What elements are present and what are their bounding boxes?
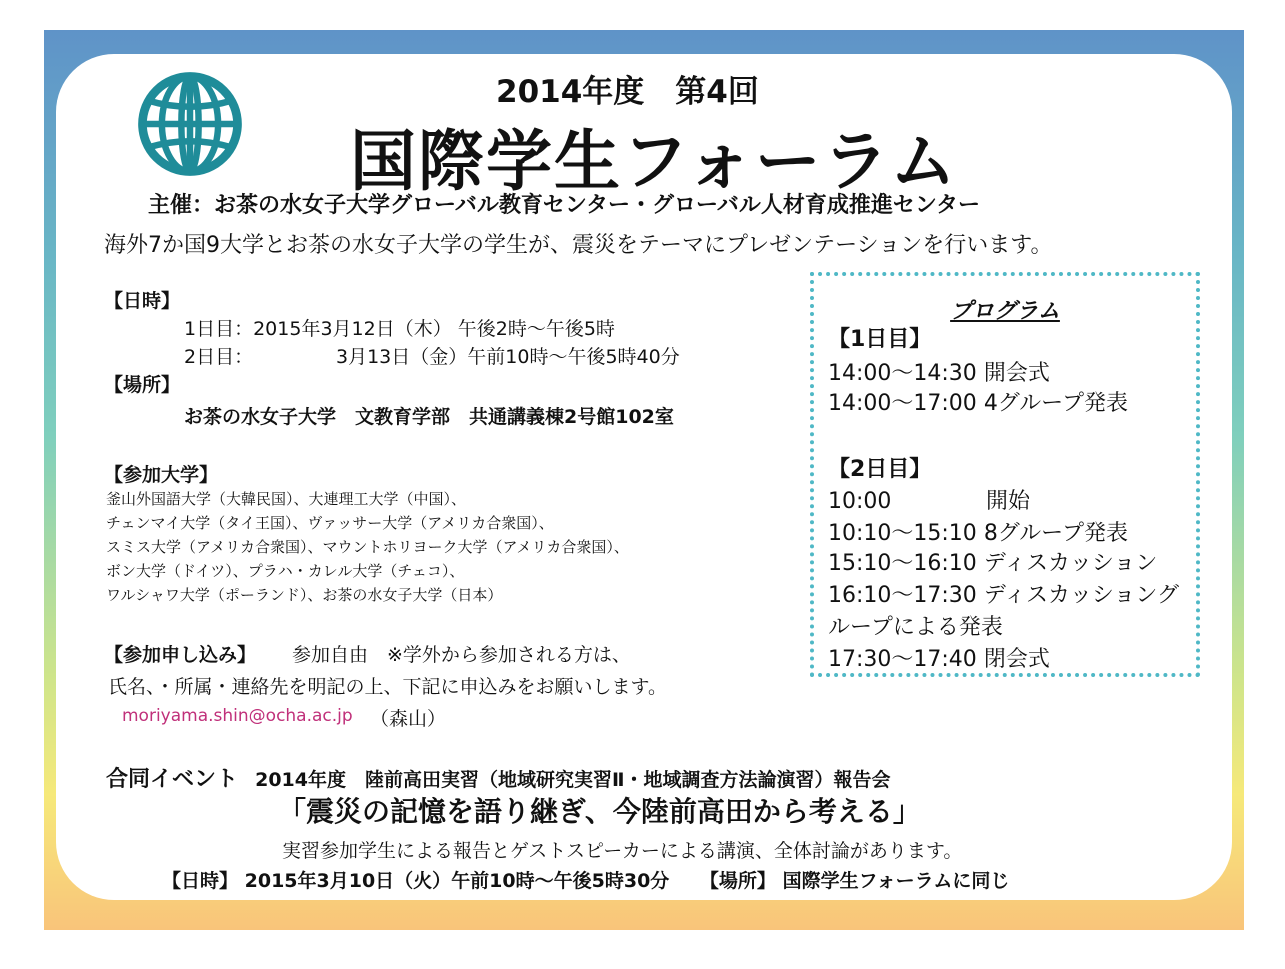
application-instructions: 氏名、・所属・連絡先を明記の上、下記に申込みをお願いします。 xyxy=(108,676,667,698)
university-line: チェンマイ大学（タイ王国）、ヴァッサー大学（アメリカ合衆国）、 xyxy=(106,514,554,532)
edition-title: 2014年度 第4回 xyxy=(496,74,759,110)
joint-event-info xyxy=(162,866,1009,893)
program-item xyxy=(828,386,1128,417)
program-item xyxy=(828,516,1128,547)
program-item-time: 14:00～17:00 xyxy=(828,391,977,416)
university-line: 釜山外国語大学（大韓民国）、大連理工大学（中国）、 xyxy=(106,490,467,508)
joint-event-header xyxy=(106,762,891,793)
day2-schedule: 3月13日（金）午前10時～午後5時40分 xyxy=(336,346,680,368)
program-item-time: 16:10～17:30 xyxy=(828,583,977,608)
venue-text: お茶の水女子大学 文教育学部 共通講義棟2号館102室 xyxy=(184,406,674,428)
venue-heading: 【場所】 xyxy=(104,374,181,396)
university-line: ワルシャワ大学（ポーランド）、お茶の水女子大学（日本） xyxy=(106,586,503,604)
program-item xyxy=(828,546,1157,577)
program-box xyxy=(810,272,1200,677)
joint-event-description: 実習参加学生による報告とゲストスピーカーによる講演、全体討論があります。 xyxy=(282,840,963,862)
application-heading: 【参加申し込み】 xyxy=(104,644,257,666)
program-item-label: 8グループ発表 xyxy=(983,521,1129,546)
main-title: 国際学生フォーラム xyxy=(350,123,959,200)
organizer-line: 主催：お茶の水女子大学グローバル教育センター・グローバル人材育成推進センター xyxy=(148,193,981,218)
program-item-label: ディスカッショング xyxy=(983,583,1179,608)
joint-date-heading: 【日時】 xyxy=(162,870,239,892)
program-day2-heading: 【2日目】 xyxy=(828,457,932,482)
universities-heading: 【参加大学】 xyxy=(104,464,219,486)
day2-label: 2日目： xyxy=(184,346,254,368)
program-item xyxy=(828,610,1003,641)
joint-venue: 国際学生フォーラムに同じ xyxy=(782,870,1010,892)
program-item-time: 10:10～15:10 xyxy=(828,521,977,546)
university-line: スミス大学（アメリカ合衆国）、マウントホリヨーク大学（アメリカ合衆国）、 xyxy=(106,538,629,556)
joint-event-subtitle: 2014年度 陸前高田実習（地域研究実習Ⅱ・地域調査方法論演習）報告会 xyxy=(255,769,891,791)
program-item-time: 15:10～16:10 xyxy=(828,551,977,576)
globe-icon xyxy=(136,70,244,178)
program-item-time: 14:00～14:30 xyxy=(828,361,977,386)
program-item-time: 17:30～17:40 xyxy=(828,647,977,672)
program-item-label: 開始 xyxy=(986,489,1031,514)
program-title: プログラム xyxy=(950,299,1060,324)
program-item xyxy=(828,642,1050,673)
program-item-time: 10:00 xyxy=(828,489,892,514)
program-item xyxy=(828,578,1179,609)
joint-venue-heading: 【場所】 xyxy=(699,870,776,892)
intro-text: 海外7か国9大学とお茶の水女子大学の学生が、震災をテーマにプレゼンテーションを行います。 xyxy=(104,233,1053,258)
program-item-label: ディスカッション xyxy=(983,551,1158,576)
joint-date: 2015年3月10日（火）午前10時～午後5時30分 xyxy=(244,870,670,892)
program-item-label: ループによる発表 xyxy=(828,615,1003,640)
program-item-label: 4グループ発表 xyxy=(983,391,1129,416)
day1-schedule: 1日目：2015年3月12日（木） 午後2時～午後5時 xyxy=(184,318,615,340)
contact-email-link[interactable]: moriyama.shin@ocha.ac.jp xyxy=(122,706,353,726)
program-item xyxy=(828,484,1030,515)
program-item-label: 閉会式 xyxy=(983,647,1050,672)
application-note: 参加自由 ※学外から参加される方は、 xyxy=(292,644,631,666)
contact-name: （森山） xyxy=(370,708,447,730)
date-heading: 【日時】 xyxy=(104,290,181,312)
joint-event-slogan: 「震災の記憶を語り継ぎ、今陸前高田から考える」 xyxy=(278,795,921,828)
program-item xyxy=(828,356,1050,387)
program-item-label: 開会式 xyxy=(983,361,1050,386)
university-line: ボン大学（ドイツ）、プラハ・カレル大学（チェコ）、 xyxy=(106,562,465,580)
joint-event-label: 合同イベント xyxy=(106,767,239,792)
program-day1-heading: 【1日目】 xyxy=(828,327,932,352)
